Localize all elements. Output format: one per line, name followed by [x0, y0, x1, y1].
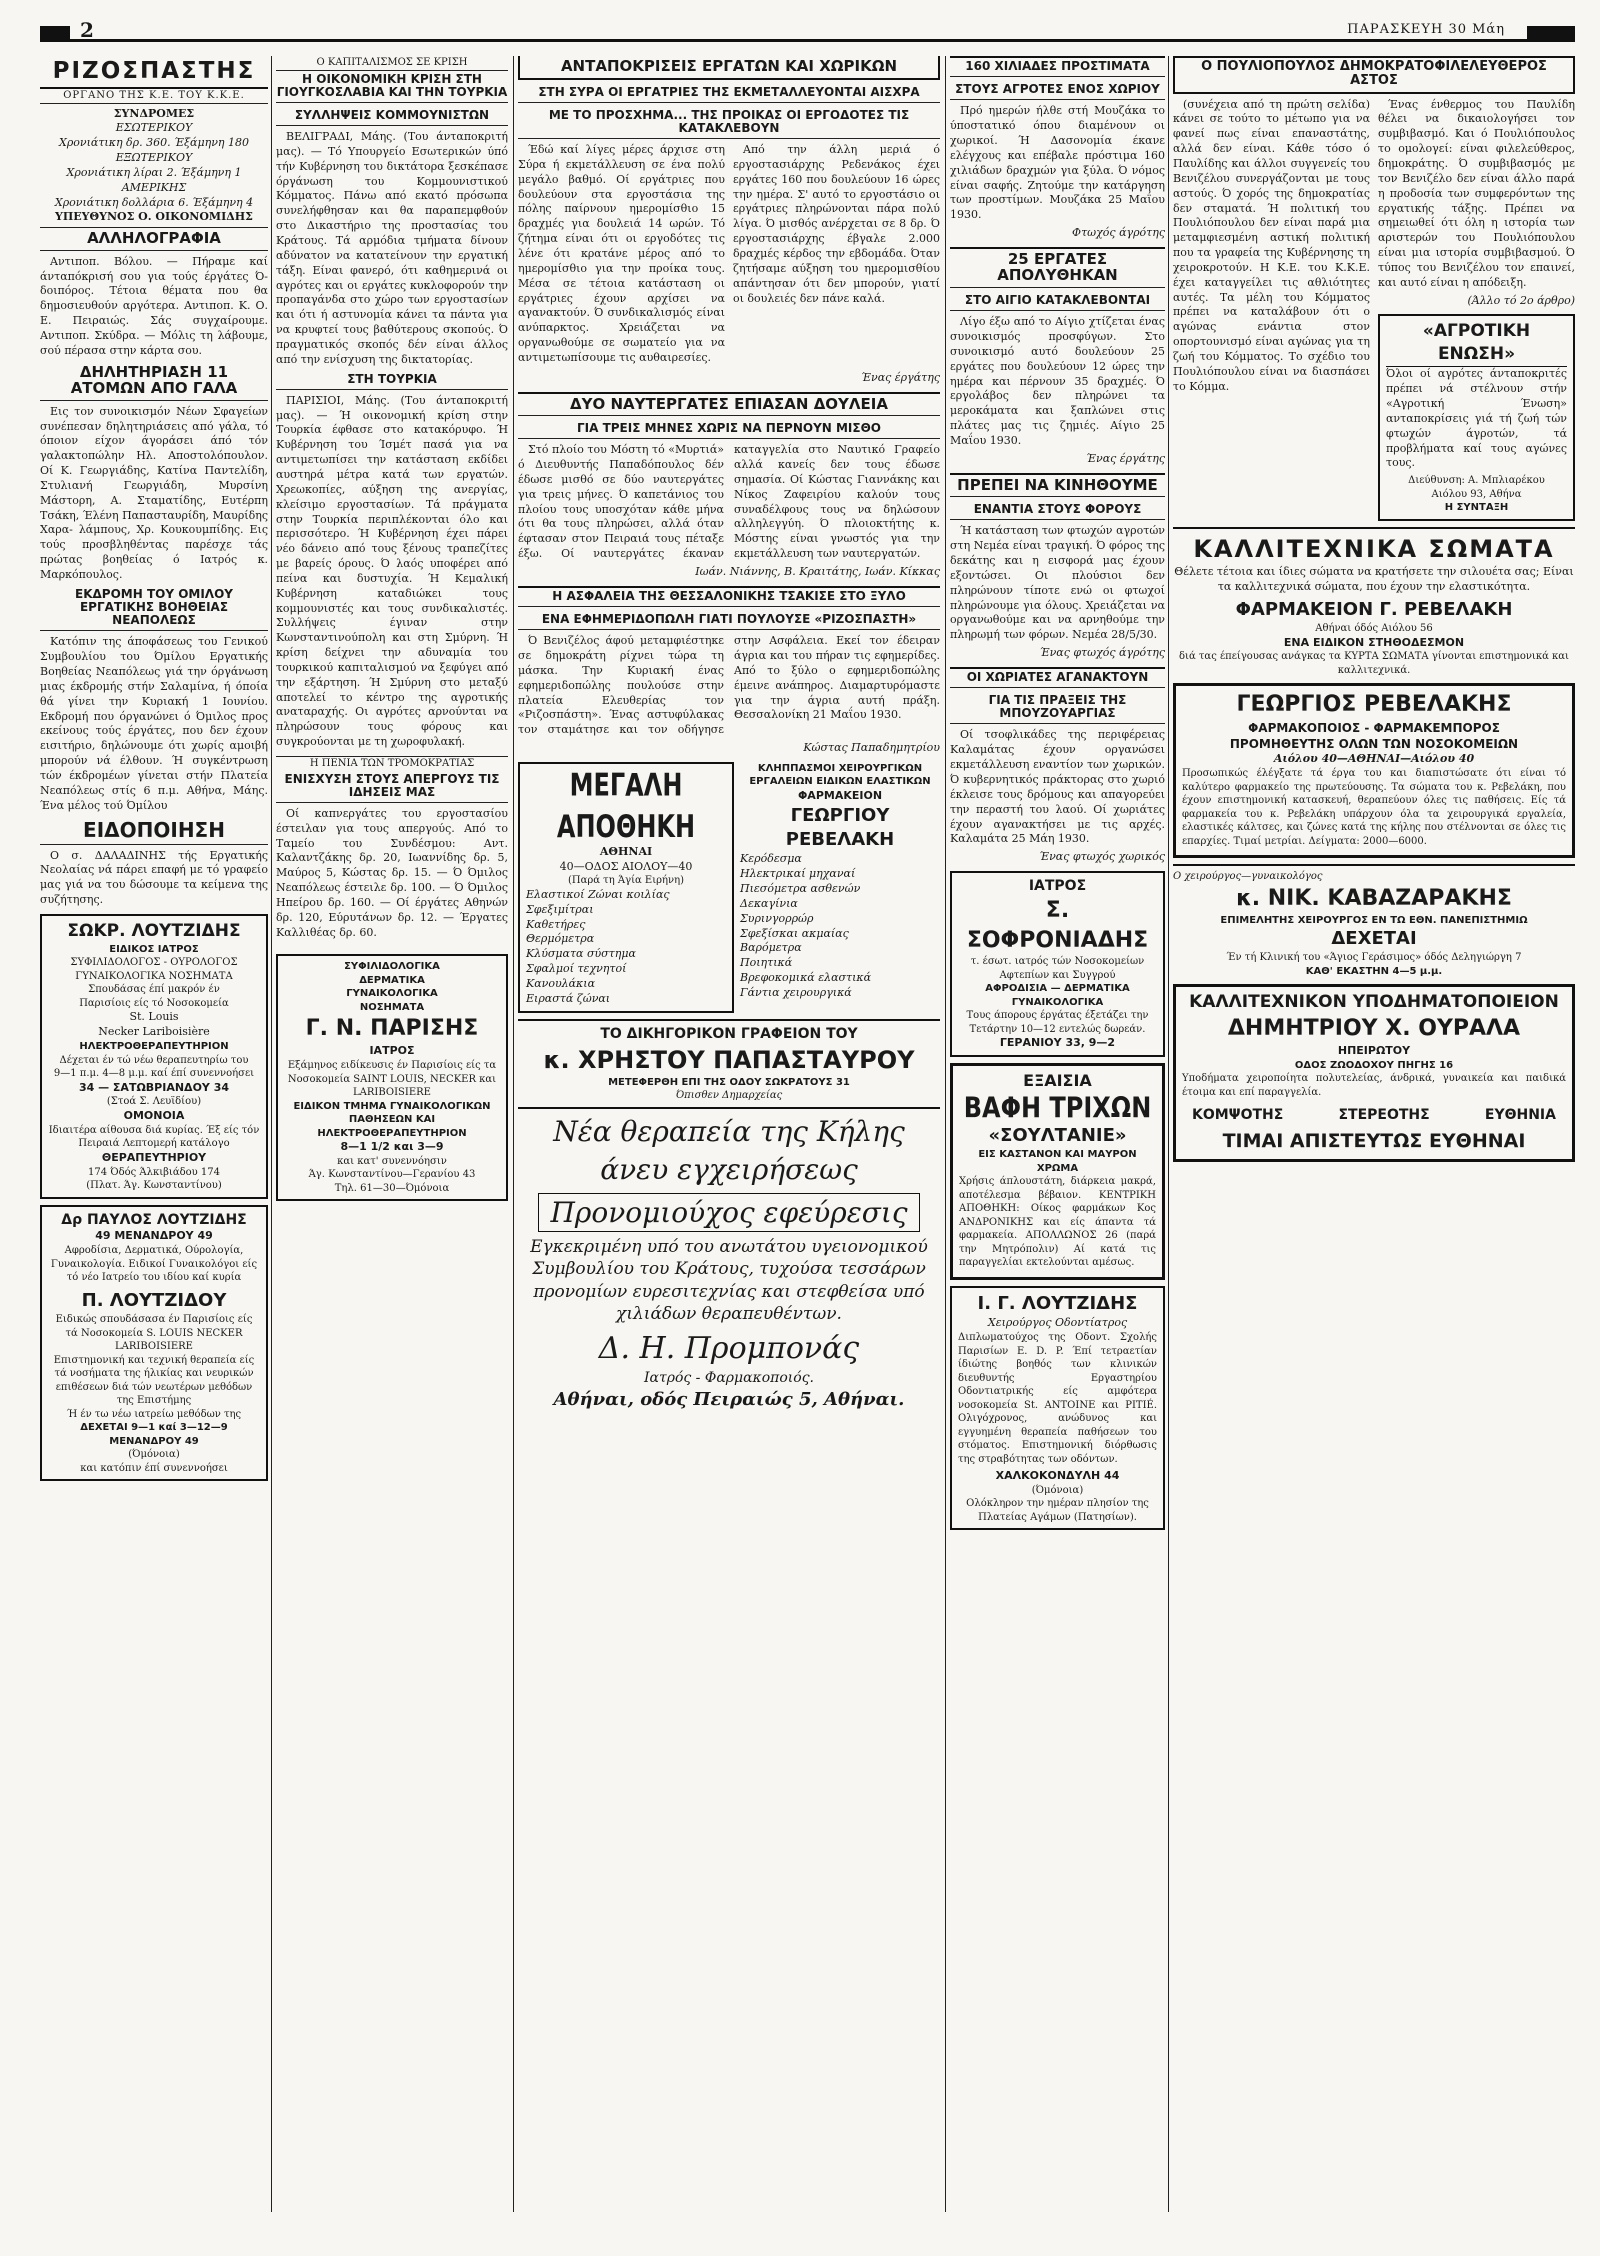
ad-line: Έν τή Κλινική του «Άγιος Γεράσιμος» όδός Δεληγιώργη 7 — [1226, 952, 1522, 964]
masthead-subtitle: ΟΡΓΑΝΟ ΤΗΣ Κ.Ε. ΤΟΥ Κ.Κ.Ε. — [40, 89, 268, 104]
ad-name: Σ. ΣΟΦΡΟΝΙΑΔΗΣ — [966, 897, 1149, 953]
ad-line: Τηλ. 61—30—Όμόνοια — [334, 1182, 450, 1194]
ad-name: κ. ΧΡΗΣΤΟΥ ΠΑΠΑΣΤΑΥΡΟΥ — [543, 1045, 915, 1074]
ad-line: Ο χειρούργος—γυναικολόγος — [1173, 871, 1323, 883]
ad-text: Υποδήματα χειροποίητα πολυτελείας, άνδρικά, γυναικεία και παιδικά έτοιμα και επί παραγγελία. — [1182, 1073, 1566, 1098]
ad-line: Όπισθεν Δημαρχείας — [675, 1090, 783, 1102]
ad-line: ΦΑΡΜΑΚΟΠΟΙΟΣ - ΦΑΡΜΑΚΕΜΠΟΡΟΣ — [1248, 721, 1500, 736]
ad-line: Σπουδάσας έπί μακρόν έν — [88, 984, 220, 996]
article-subtitle: ΓΙΑ ΤΙΣ ΠΡΑΞΕΙΣ ΤΗΣ ΜΠΟΥΖΟΥΑΡΓΙΑΣ — [950, 692, 1165, 724]
section-label: Η ΠΕΝΙΑ ΤΩΝ ΤΡΟΜΟΚΡΑΤΙΑΣ — [276, 756, 508, 771]
ad-line: ΔΕΧΕΤΑΙ 9—1 καί 3—12—9 — [80, 1422, 228, 1434]
ad-line: Ή έν τω νέω ιατρείω μεθόδων της — [66, 1408, 242, 1420]
correspondence-text: Αντιποπ. Βόλου. — Πήραμε καί άνταπόκρισή σου για τούς έργάτες Ό- δοιπόρος. Τέτοια θέματα που θα δημοσιευθούν αργότερα. Αντιποπ. Κ. Ο. Ε. Πειραιώς. Σάς συγχαίρουμε. Αντιποπ. Σκύδρα. — Μόλις τη λάβουμε, σού πέρασα στην κάρτα σου. — [40, 254, 268, 357]
article-text: Από την άλλη μεριά ό εργοστασιάρχης Ρεδενάκος έχει εργάτες 160 που δουλεύουν 16 ώρες την ημέρα. Σ' αυτό το εργοστάσιο οι εργάτριες πληρώνονται πάρα πολύ λίγα. Ό μισθός ανέρχεται σε 8 δρ. Ό εργοστασιάρχης έβγαλε 2.000 δραχμές κέρδος την εβδομάδα. Όταν ζητήσαμε αύξηση του ημερομισθίου απάντησαν ότι δεν μπορούν, γιατί οι δουλειές δεν πάνε καλά. — [733, 143, 940, 305]
ad-name: ΔΗΜΗΤΡΙΟΥ Χ. ΟΥΡΑΛΑ — [1227, 1016, 1521, 1042]
article-title: ΕΚΔΡΟΜΗ ΤΟΥ ΟΜΙΛΟΥ ΕΡΓΑΤΙΚΗΣ ΒΟΗΘΕΙΑΣ ΝΕΑΠΟΛΕΩΣ — [40, 586, 268, 632]
ad-line: ΤΟ ΔΙΚΗΓΟΡΙΚΟΝ ΓΡΑΦΕΙΟΝ ΤΟΥ — [600, 1025, 858, 1042]
ad-line: ΓΥΝΑΙΚΟΛΟΓΙΚΑ ΝΟΣΗΜΑΤΑ — [75, 970, 233, 982]
ad-line: ΣΥΦΙΛΙΔΟΛΟΓΙΚΑ — [344, 961, 440, 973]
two-column-text — [1173, 98, 1575, 527]
article-signature: Κώστας Παπαδημητρίου — [803, 741, 940, 755]
ad-text: Όλοι οί αγρότες άνταποκριτές πρέπει νά στέλνουν στήν «Αγροτική Ένωση» ανταποκρίσεις γιά τή ζωή τών φτωχών άγροτών, τά προβλήματα καί τους αγώνες τους. — [1386, 367, 1567, 470]
article-text: Ή κατάσταση των φτωχών αγροτών στη Νεμέα είναι τραγική. Ό φόρος της δεκάτης και η εισφορά μας έχουν εξοντώσει. Οι πλούσιοι δεν πληρώνουν τίποτε ενώ οι φτωχοί πληρώνουμε για όλους. Χρειάζεται να οργανωθούμε και να αρνηθούμε την πληρωμή των φόρων. Νεμέα 28/5/30. — [950, 524, 1165, 642]
column-rule — [945, 56, 946, 2212]
ad-text: Χρήσις άπλουστάτη, διάρκεια μακρά, αποτέλεσμα βέβαιον. ΚΕΝΤΡΙΚΗ ΑΠΟΘΗΚΗ: Οίκος φαρμάκων Κος ΑΝΔΡΟΝΙΚΗΣ και είς άπαντα τά φαρμακεία. ΑΠΟΛΛΩΝΟΣ 26 (παρά την Μητρόπολιν) Αί κατά τις παραγγελίαι εκτελούνται αμέσως. — [959, 1176, 1156, 1269]
store-item: Βαρόμετρα — [740, 941, 802, 955]
article-text: Οί τσοφλικάδες της περιφέρειας Καλαμάτας έχουν οργανώσει εκμετάλλευση εναντίον των χωρικών. Ό κυβερνητικός πράκτορας στο χωριό έκλεισε τους δρόμους και απαγορεύει την περαστή του λαού. Οί χωριάτες έχουν αγανακτήσει με τις αρχές. Καλαμάτα 25 Μάη 1930. — [950, 728, 1165, 846]
ad-line: Επιστημονική και τεχνική θεραπεία είς τά νοσήματα της ήλικίας και νευρικών επιθέσεων διά τών νεωτέρων μεθόδων της Επιστήμης — [53, 1354, 255, 1407]
section-label: Ο ΚΑΠΙΤΑΛΙΣΜΟΣ ΣΕ ΚΡΙΣΗ — [276, 56, 508, 71]
ad-line: Τους άπορους έργάτας έξετάζει την Τετάρτην 10—12 εντελώς δωρεάν. — [966, 1010, 1149, 1035]
ad-line: Άγ. Κωνσταντίνου—Γερανίου 43 — [308, 1169, 476, 1181]
ad-line: ΑΦΡΟΔΙΣΙΑ — ΔΕΡΜΑΤΙΚΑ — [985, 983, 1130, 995]
ad-line: Η ΣΥΝΤΑΞΗ — [1444, 502, 1509, 514]
surgeon-ad — [1173, 864, 1575, 978]
store-item: Ποιητικά — [740, 956, 793, 970]
ad-line: (Στοά Σ. Λευϊδίου) — [106, 1096, 202, 1108]
page-header — [40, 18, 1575, 42]
ad-name: Δ. Η. Προμπονάς — [598, 1330, 860, 1366]
subscription-line: Χρονιάτικη δολλάρια 6. Έξάμηνη 4 — [54, 195, 254, 209]
shoemaker-ad — [1173, 984, 1575, 1162]
correspondence-title: ΑΛΛΗΛΟΓΡΑΦΙΑ — [40, 228, 268, 251]
article-text: Κατόπιν της άποφάσεως του Γενικού Συμβουλίου του Όμίλου Εργατικής Βοηθείας Νεαπόλεως γιά την όργάνωση μιας έκδρομής στήν Σαλαμίνα, ή όποία θά γίνει την Κυριακή 1 Ιουνίου. Εκδρομή που όργανώνει ό Όμιλος προς εκείνους τούς έργάτες, που δεν έχουν εισιτήριο, δηλώνουμε ότι χωρίς αμοιβή μπορούν νά έλθουν. Ή συγκέντρωση τών έκδρομέων γίνεται στήν Πλατεία Νεαπόλεως στίς 6 π.μ. Αθήνα, Μάης. Ένα μέλος τού Όμίλου — [40, 635, 268, 812]
ad-line: Εξάμηνος ειδίκευσις έν Παρισίοις είς τα Νοσοκομεία SAINT LOUIS, NECKER και LARIBOISIERE — [287, 1060, 497, 1098]
ad-text: Θέλετε τέτοια και ίδιες σώματα να κρατήσετε την σιλουέτα σας; Είναι τα καλλιτεχνικά σώματα, που έχουν την ελαστικότητα. — [1174, 565, 1574, 593]
ad-line: ΗΛΕΚΤΡΟΘΕΡΑΠΕΥΤΗΡΙΟΝ — [79, 1041, 229, 1053]
article-text: Εις τον συνοικισμόν Νέων Σφαγείων συνέπεσαν δηλητηριάσεις από γάλα, τό όποιον είχον άγοράσει άπό τόν γαλακτοπώλην Ηλ. Αποστολόπουλον. Οί Κ. Γεωργιάδης, Κατίνα Παντελίδη, Στυλιανή Γεωργιάδη, Μυρσίνη Μάστορη, Α. Σταματίδης, Ευτέρπη Τσάκη, Έλένη Παπασταυρίδη, Μαυρίδης Χαρα- λάμπους, Χρ. Κουκουμπίδης. Εις τούς προσβληθέντας παρέσχε τάς πρώτας βοηθείας ό Ιατρός κ. Μαρκόπουλος. — [40, 404, 268, 581]
ad-line: Αθήναι όδός Αιόλου 56 — [1315, 623, 1433, 635]
ad-line: ΙΑΤΡΟΣ — [369, 1044, 415, 1058]
ad-line: Αφροδίσια, Δερματικά, Ούρολογία, Γυναικολογία. Ειδικοί Γυναικολόγοι είς τό νέο Ιατρείο του ιδίου καί κυρία — [50, 1245, 258, 1284]
article-signature: Ένας φτωχός άγρότης — [1039, 646, 1165, 660]
ad-line: ΑΘΗΝΑΙ — [599, 844, 653, 858]
pharmacist-ad — [1173, 683, 1575, 858]
article-text: Στό πλοίο του Μόστη τό «Μυρτιά» ό Διευθυντής Παπαδόπουλος δέν έδωσε μισθό σε δύο ναυτεργάτες για τρεις μήνες. Ό καπετάνιος του πλοίου τους υποσχόταν κάθε μήνα ότι θα τους πληρώσει, αλλά όταν έφτασαν στον Πειραιά τους πέταξε έξω. Οί ναυτεργάτες έκαναν καταγγελία στο Ναυτικό Γραφείο αλλά κανείς δεν τους έδωσε σημασία. Οί Κώστας Γιαννάκης και Νίκος Ζαφειρίου καλούν τους συναδέλφους τους να δηλώσουν αλληλεγγύη. Ό πλοιοκτήτης κ. Μόστης είναι γνωστός για την εκμετάλλευση των ναυτεργατών. — [518, 443, 940, 561]
article-text: Πρό ημερών ήλθε στή Μουζάκα το ύποστατικό όπου διαμένουν οι χωρικοί. Ή Δασονομία έκανε ελέγχους και επέβαλε πρόστιμα 160 χιλιάδων δραχμών για ξύλα. Ό νόμος είναι σαφής. Ζητούμε την κατάργηση των προστίμων. Μουζάκα 25 Μαΐου 1930. — [950, 104, 1165, 222]
article-subtitle: ΣΤΗ ΤΟΥΡΚΙΑ — [276, 371, 508, 390]
doctor-ad — [276, 954, 508, 1201]
ad-text: Προσωπικώς έλέγξατε τά έργα του και διαπιστώσατε ότι είναι τό καλύτερο φαρμακείο της πρωτεύουσης. Τα σώματα του κ. Ρεβελάκη, που έχουν επιστημονική κατασκευή, θεραπεύουν όλες τις παθήσεις. Είς τά φαρμακεία του κ. Ρεβελάκη υπάρχουν όλα τα χειρουργικά εργαλεία, ελαστικές κάλτσες, και ζώνες κατά της κήλης που στέλνονται σε όλες τις επαρχίες. Τιμαί μετρίαι. Δείγματα: 2000—6000. — [1182, 768, 1566, 847]
slogan: ΣΤΕΡΕΟΤΗΣ — [1338, 1107, 1430, 1124]
ad-name: Π. ΛΟΥΤΖΙΔΟΥ — [81, 1289, 227, 1311]
ad-line: (Όμόνοια) — [128, 1449, 180, 1461]
ad-name: Δρ ΠΑΥΛΟΣ ΛΟΥΤΖΙΔΗΣ — [61, 1211, 247, 1228]
ad-line: ΕΝΑ ΕΙΔΙΚΟΝ ΣΤΗΘΟΔΕΣΜΟΝ — [1283, 635, 1465, 649]
agrarian-notice — [1378, 314, 1575, 520]
store-item: Ελαστικοί Ζώναι κοιλίας — [526, 887, 670, 901]
ad-name: ΓΕΩΡΓΙΟΥ ΡΕΒΕΛΑΚΗ — [785, 804, 895, 851]
subscription-line: ΑΜΕΡΙΚΗΣ — [121, 180, 187, 194]
column-4 — [950, 56, 1165, 2222]
ad-name: ΒΑΦΗ ΤΡΙΧΩΝ — [963, 1090, 1152, 1125]
subscription-line: Χρονιάτικη δρ. 360. Έξάμηνη 180 — [58, 136, 249, 150]
store-item: Δεκαγίνια — [740, 896, 798, 910]
ad-line: ΧΑΛΚΟΚΟΝΔΥΛΗ 44 — [995, 1469, 1120, 1483]
store-item: Θερμόμετρα — [526, 932, 595, 946]
ad-line: ΕΙΔΙΚΟΝ ΤΜΗΜΑ ΓΥΝΑΙΚΟΛΟΓΙΚΩΝ ΠΑΘΗΣΕΩΝ ΚΑΙ ΗΛΕΚΤΡΟΘΕΡΑΠΕΥΤΗΡΙΟΝ — [293, 1100, 491, 1139]
article-subtitle: ΣΤΟΥΣ ΑΓΡΟΤΕΣ ΕΝΟΣ ΧΩΡΙΟΥ — [950, 81, 1165, 100]
store-item: Συρινγορρώρ — [740, 911, 814, 925]
article-subtitle: ΕΝΑ ΕΦΗΜΕΡΙΔΟΠΩΛΗ ΓΙΑΤΙ ΠΟΥΛΟΥΣΕ «ΡΙΖΟΣΠΑΣΤΗ» — [518, 611, 940, 630]
store-item: Σφαλμοί τεχνητοί — [526, 962, 627, 976]
store-item: Κανουλάκια — [526, 977, 595, 990]
store-item: Γάντια χειρουργικά — [740, 986, 852, 999]
ad-line: ΗΠΕΙΡΩΤΟΥ — [1337, 1043, 1411, 1057]
article-signature: Ένας έργάτης — [861, 370, 940, 384]
ad-line: ΚΑΛΛΙΤΕΧΝΙΚΟΝ ΥΠΟΔΗΜΑΤΟΠΟΙΕΙΟΝ — [1189, 992, 1559, 1013]
ad-name: Ι. Γ. ΛΟΥΤΖΙΔΗΣ — [977, 1292, 1138, 1314]
article-title: 25 ΕΡΓΑΤΕΣ ΑΠΟΛΥΘΗΚΑΝ — [950, 247, 1165, 288]
article-title: ΠΡΕΠΕΙ ΝΑ ΚΙΝΗΘΟΥΜΕ — [950, 473, 1165, 498]
hair-dye-ad — [950, 1063, 1165, 1280]
column-2 — [276, 56, 508, 2222]
ad-line: ΟΜΟΝΟΙΑ — [123, 1108, 185, 1122]
column-3 — [518, 56, 940, 2222]
ads-row — [518, 762, 940, 1013]
pharmacy-ad — [740, 762, 940, 1013]
ad-line: 49 ΜΕΝΑΝΔΡΟΥ 49 — [95, 1229, 213, 1243]
ad-line: Ιδιαιτέρα αίθουσα διά κυρίας. Έξ είς τόν Πειραιά Λεπτομερή κατάλογο — [48, 1124, 260, 1150]
ad-line: 34 — ΣΑΤΩΒΡΙΑΝΔΟΥ 34 — [78, 1080, 230, 1094]
ad-line: ΜΕΝΑΝΔΡΟΥ 49 — [109, 1435, 199, 1447]
header-bar-mark-right — [1527, 26, 1575, 39]
article-text: Έδώ καί λίγες μέρες άρχισε στη Σύρα ή εκμετάλλευση σε ένα πολύ μεγάλο βαθμό. Οί εργάτριες που δουλεύουν στα εργοστάσια της πόλης παίρνουν ημερομίσθιο 15 δραχμές για δουλειά 14 ωρών. Τό ζήτημα είναι ότι οι εργοδότες τις λένε ότι κρατάνε μέρος από το ημερομίσθιο για την προίκα τους. Μέσα σε τέτοια κατάσταση οι εργάτριες έχουν αρχίσει να αγανακτούν. Ό συνδικαλισμός είναι ανύπαρκτος. Χρειάζεται να οργανωθούμε σε σωματείο για να αντιμετωπίσουμε τις αυθαιρεσίες. — [518, 143, 725, 364]
column-1 — [40, 56, 268, 2222]
article-text: Ό Βενιζέλος άφού μεταμφιέστηκε σε δημοκράτη ρίχνει τώρα τη μάσκα. Την Κυριακή ένας εφημεριδοπώλης πουλούσε στην πλατεία Ελευθερίας τον «Ριζοσπάστη». Ένας αστυφύλακας τον σταμάτησε και τον οδήγησε στην Ασφάλεια. Εκεί τον έδειραν άγρια και του πήραν τις εφημερίδες. Από το ξύλο ο εφημεριδοπώλης έμεινε ανάπηρος. Διαμαρτυρόμαστε για την άγρια αυτή πράξη. Θεσσαλονίκη 21 Μαΐου 1930. — [518, 634, 940, 737]
ad-line: ΔΕΧΕΤΑΙ — [1331, 928, 1417, 949]
article-text: Ένας ένθερμος του Παυλίδη θέλει να δικαιολογήσει τον συμβιβασμό. Και ό Πουλιόπουλος το ομολογεί: είναι φιλελεύθερος, δημοκράτης. Ό συμβιβασμός με τον Βενιζέλο δεν είναι άλλο παρά η προδοσία των συμφερόντων της εργατικής τάξης. Πρέπει να σημειωθεί ότι όλη η ιστορία των αριστερών του Πουλιόπουλου είναι μια ιστορία συμβιβασμού. Ό τύπος του Βενιζέλου τον επαινεί, και αυτό είναι η απόδειξη. — [1378, 97, 1575, 289]
ad-name: ΓΕΩΡΓΙΟΣ ΡΕΒΕΛΑΚΗΣ — [1236, 692, 1512, 718]
ad-line: ΕΙΔΙΚΟΣ ΙΑΤΡΟΣ — [109, 943, 199, 955]
ad-name: «ΑΓΡΟΤΙΚΗ ΕΝΩΣΗ» — [1386, 320, 1567, 367]
ad-line: Αιόλου 93, Αθήνα — [1431, 488, 1522, 500]
subscription-line: Χρονιάτικη λίραι 2. Έξάμηνη 1 — [66, 165, 242, 179]
column-5 — [1173, 56, 1575, 2222]
ad-line: Διεύθυνση: Α. Μπλιαρέκου — [1408, 475, 1545, 487]
ad-line: 8—1 1/2 και 3—9 — [340, 1140, 444, 1153]
ad-line: ΟΔΟΣ ΖΩΟΔΟΧΟΥ ΠΗΓΗΣ 16 — [1294, 1059, 1454, 1071]
ad-line: St. Louis — [129, 1010, 179, 1024]
subscription-line: ΕΞΩΤΕΡΙΚΟΥ — [115, 151, 193, 165]
ad-line: και κατ' συνεννόησιν — [337, 1155, 447, 1167]
ad-line: ΔΕΡΜΑΤΙΚΑ — [359, 974, 425, 986]
doctor-ad — [950, 871, 1165, 1057]
ad-line: ΣΥΦΙΛΙΔΟΛΟΓΟΣ - ΟΥΡΟΛΟΓΟΣ — [70, 957, 238, 969]
article-title: ΔΥΟ ΝΑΥΤΕΡΓΑΤΕΣ ΕΠΙΑΣΑΝ ΔΟΥΛΕΙΑ — [518, 392, 940, 417]
slogan-row — [1182, 1102, 1566, 1129]
ad-line: ΠΡΟΜΗΘΕΥΤΗΣ ΟΛΩΝ ΤΩΝ ΝΟΣΟΚΟΜΕΙΩΝ — [1229, 737, 1519, 752]
ad-headline: Νέα θεραπεία της Κήλης — [553, 1114, 905, 1148]
article-title: 160 ΧΙΛΙΑΔΕΣ ΠΡΟΣΤΙΜΑΤΑ — [950, 56, 1165, 77]
article-column — [1378, 98, 1575, 527]
store-item: Ηλεκτρικαί μηχαναί — [740, 867, 856, 881]
article-title: ΟΙ ΧΩΡΙΑΤΕΣ ΑΓΑΝΑΚΤΟΥΝ — [950, 667, 1165, 688]
ad-line: ΦΑΡΜΑΚΕΙΟΝ — [797, 788, 883, 802]
page-number: 2 — [80, 18, 94, 42]
article-title: Η ΑΣΦΑΛΕΙΑ ΤΗΣ ΘΕΣΣΑΛΟΝΙΚΗΣ ΤΣΑΚΙΣΕ ΣΤΟ ΞΥΛΟ — [518, 586, 940, 607]
column-rule — [513, 56, 514, 2212]
masthead: ΡΙΖΟΣΠΑΣΤΗΣ — [40, 56, 268, 89]
store-item: Πιεσόμετρα ασθενών — [740, 882, 861, 896]
article-signature: Φτωχός άγρότης — [1072, 226, 1165, 240]
ad-line: 174 Όδός Άλκιβιάδου 174 — [87, 1166, 220, 1178]
newspaper-page — [40, 18, 1575, 2222]
ad-line: Αθήναι, οδός Πειραιώς 5, Αθήναι. — [553, 1389, 905, 1411]
ad-line: ΓΥΝΑΙΚΟΛΟΓΙΚΑ — [346, 988, 438, 1000]
ad-line: Ολόκληρον την ημέραν πλησίον της Πλατείας Αγάμων (Πατησίων). — [966, 1498, 1149, 1523]
article-subtitle: ΣΤΟ ΑΙΓΙΟ ΚΑΤΑΚΛΕΒΟΝΤΑΙ — [950, 292, 1165, 311]
ad-line: Necker Lariboisière — [98, 1025, 210, 1039]
ad-line: ΤΙΜΑΙ ΑΠΙΣΤΕΥΤΩΣ ΕΥΘΗΝΑΙ — [1222, 1130, 1526, 1153]
store-item: Σφεξίσκαι ακμαίας — [740, 926, 849, 940]
article-signature: Ένας φτωχός χωρικός — [1039, 850, 1165, 864]
ad-line: ΙΑΤΡΟΣ — [1028, 878, 1087, 895]
ad-line: ΘΕΡΑΠΕΥΤΗΡΙΟΥ — [101, 1150, 207, 1164]
ad-headline: Προνομιούχος εφεύρεσις — [538, 1193, 920, 1233]
doctor-ad — [40, 1205, 268, 1482]
store-item: Καθετήρες — [526, 917, 586, 931]
ad-line: ΕΙΣ ΚΑΣΤΑΝΟΝ ΚΑΙ ΜΑΥΡΟΝ ΧΡΩΜΑ — [978, 1149, 1137, 1174]
store-item: Κερόδεσμα — [740, 852, 802, 866]
ad-line: (Όμόνοια) — [1031, 1484, 1084, 1496]
ad-line: τ. έσωτ. ιατρός τών Νοσοκομείων Αφτεπίων και Συγγρού — [970, 956, 1145, 981]
article-signature: Ένας έργάτης — [1086, 451, 1165, 465]
ad-line: διά τας έπείγουσας ανάγκας τα ΚΥΡΤΑ ΣΩΜΑΤΑ γίνονται επιστημονικά και καλλιτεχνικά. — [1179, 651, 1569, 676]
ad-line: ΚΛΗΠΠΑΣΜΟΙ ΧΕΙΡΟΥΡΓΙΚΩΝ ΕΡΓΑΛΕΙΩΝ ΕΙΔΙΚΩΝ ΕΛΑΣΤΙΚΩΝ — [749, 762, 931, 788]
ad-line: «ΣΟΥΛΤΑΝΙΕ» — [988, 1125, 1127, 1147]
article-signature: Ιωάν. Νιάννης, Β. Κραιτάτης, Ιωάν. Κίκκας — [695, 565, 940, 578]
article-text: Οί καπνεργάτες του εργοστασίου έστειλαν για τους απεργούς. Από το Ταμείο του Συνδέσμου: Αντ. Καλαντζάκης δρ. 20, Ιωαννίδης δρ. 5, Μαύρος 5, Κώστας δρ. 15. — Ό Όμιλος Νεαπόλεως έστειλε δρ. 100. — Ό Όμιλος Ηπείρου δρ. 160. — Οί έργάτες Αθηνών δρ. 120, Εύρυτάνων δρ. 12. — Έργατες Καλλιθέας δρ. 60. — [276, 806, 508, 939]
ad-name: ΜΕΓΑΛΗ ΑΠΟΘΗΚΗ — [556, 766, 696, 846]
ad-line: ΜΕΤΕΦΕΡΘΗ ΕΠΙ ΤΗΣ ΟΔΟΥ ΣΩΚΡΑΤΟΥΣ 31 — [608, 1076, 850, 1088]
ad-text: Διπλωματούχος της Οδοντ. Σχολής Παρισίων E. D. P. Έπί τετραετίαν ίδιώτης βοηθός των κλινικών διευθυντής Εργαστηρίου Οδοντιατρικής είς αμφότερα νοσοκομεία St. ANTOINE και PITIÉ. Ολιγόχρονος, ανώδυνος και εγγυημένη θεραπεία παθήσεων του στόματος. Επιστημονική διόρθωσις της στραβότητας των οδόντων. — [958, 1332, 1157, 1465]
notice-title: ΕΙΔΟΠΟΙΗΣΗ — [40, 817, 268, 845]
column-rule — [1168, 56, 1169, 2212]
section-title: Ο ΠΟΥΛΙΟΠΟΥΛΟΣ ΔΗΜΟΚΡΑΤΟΦΙΛΕΛΕΥΘΕΡΟΣ ΑΣΤΟΣ — [1173, 56, 1575, 94]
ad-name: κ. ΝΙΚ. ΚΑΒΑΖΑΡΑΚΗΣ — [1236, 885, 1512, 911]
store-item: Σφεξιμίτραι — [526, 902, 594, 916]
dentist-ad — [950, 1286, 1165, 1530]
store-item: Κλύσματα σύστημα — [526, 947, 636, 961]
slogan: ΕΥΘΗΝΙΑ — [1484, 1107, 1556, 1124]
ad-line: (Παρά τη Άγία Ειρήνη) — [567, 875, 684, 887]
article-subtitle: ΣΥΛΛΗΨΕΙΣ ΚΟΜΜΟΥΝΙΣΤΩΝ — [276, 107, 508, 126]
article-title: ΔΗΛΗΤΗΡΙΑΣΗ 11 ΑΤΟΜΩΝ ΑΠΟ ΓΑΛΑ — [40, 362, 268, 401]
ad-line: Αιόλου 40—ΑΘΗΝΑΙ—Αιόλου 40 — [1273, 752, 1475, 766]
ad-line: 40—ΟΔΟΣ ΑΙΟΛΟΥ—40 — [559, 859, 693, 873]
ad-name: ΚΑΛΛΙΤΕΧΝΙΚΑ ΣΩΜΑΤΑ — [1193, 534, 1555, 563]
ad-line: ΦΑΡΜΑΚΕΙΟΝ Γ. ΡΕΒΕΛΑΚΗ — [1235, 598, 1513, 620]
two-column-text — [518, 143, 940, 369]
section-title: ΑΝΤΑΠΟΚΡΙΣΕΙΣ ΕΡΓΑΤΩΝ ΚΑΙ ΧΩΡΙΚΩΝ — [518, 56, 940, 80]
article-text: Λίγο έξω από το Αίγιο χτίζεται ένας συνοικισμός προσφύγων. Στο συνοικισμό αυτό δουλεύουν 25 εργάτες που δουλεύουν 12 ώρες την ημέρα και πέρνουν 35 δραχμές. Ό εργολάβος δεν πληρώνει τα μεροκάματα και ξαπλώνει στις πλάτες μας τις ζημιές. Αίγιο 25 Μαΐου 1930. — [950, 315, 1165, 447]
header-bar-mark — [40, 26, 70, 39]
article-title: ΕΝΙΣΧΥΣΗ ΣΤΟΥΣ ΑΠΕΡΓΟΥΣ ΤΙΣ ΙΔΗΣΕΙΣ ΜΑΣ — [276, 771, 508, 803]
law-office-ad — [518, 1019, 940, 1103]
ad-line: και κατόπιν έπί συνεννοήσει — [80, 1462, 228, 1474]
director: ΥΠΕΥΘΥΝΟΣ Ο. ΟΙΚΟΝΟΜΙΔΗΣ — [40, 210, 268, 228]
notice-text: Ο σ. ΔΑΛΑΔΙΝΗΣ τής Εργατικής Νεολαίας νά πάρει επαφή με τό γραφείο μας γιά να του δώσουμε τα κείμενα της συζήτησης. — [40, 848, 268, 907]
ad-line: ΝΟΣΗΜΑΤΑ — [359, 1001, 425, 1013]
subscriptions-title: ΣΥΝΔΡΟΜΕΣ — [113, 106, 195, 120]
article-subtitle: ΜΕ ΤΟ ΠΡΟΣΧΗΜΑ... ΤΗΣ ΠΡΟΙΚΑΣ ΟΙ ΕΡΓΟΔΟΤΕΣ ΤΙΣ ΚΑΤΑΚΛΕΒΟΥΝ — [518, 107, 940, 139]
ad-line: 9—1 π.μ. 4—8 μ.μ. καί έπί συνεννοήσει — [53, 1068, 255, 1080]
ad-text: Εγκεκριμένη υπό του ανωτάτου υγειονομικού Συμβουλίου του Κράτους, τυχούσα τεσσάρων προνομίων ευρεσιτεχνίας και στεφθείσα υπό χιλιάδων θεραπευθέντων. — [530, 1237, 928, 1324]
subscription-line: ΕΣΩΤΕΡΙΚΟΥ — [115, 121, 193, 135]
store-item: Βρεφοκομικά ελαστικά — [740, 971, 872, 985]
ad-name: Γ. Ν. ΠΑΡΙΣΗΣ — [305, 1016, 479, 1042]
article-text: ΒΕΛΙΓΡΑΔΙ, Μάης. (Του άνταποκριτή μας). — Τό Υπουργείο Εσωτερικών ύπό τήν Κυβέρνηση του δικτάτορα ξεσκέπασε όργάνωση του Κομμουνιστικού Κόμματος. Πάνω από εκατό πρόσωπα συνελήφθησαν και θα παραπεμφθούν στο Δικαστήριο της προστασίας του Κράτους. Τά αρμόδια τμήματα δίνουν αδύνατον να κατατείνουν την εργατική τάξη. Είναι φανερό, ότι καθημερινά οι αγρότες και οι εργάτες κυκλοφορούν την προπαγάνδα στο χώρο των εργοστασίων και ότι ή αστυνομία κάνει τα πάντα για να κρυφτεί τους βαθύτερους σκοπούς. Ό πραγματικός σκοπός δέν είναι άλλος από την ενίσχυση της δικτατορίας. — [276, 130, 508, 366]
article-text: (συνέχεια από τη πρώτη σελίδα) κάνει σε τούτο το μέτωπο για να φανεί πως είναι επαναστάτης, αλλά δεν είναι. Κάθε τόσο ό Παυλίδης και άλλοι συγγενείς του Βενιζέλου συνεργάζονται με τους αστούς. Ό χορός της δημοκρατίας δεν σταματά. Ή πολιτική του Πουλιόπουλου δεν είναι παρά μια μεταμφιεσμένη αστική πολιτική που τα γραφεία της Κυβέρνησης τη χειροκροτούν. Η Κ.Ε. του Κ.Κ.Ε. έχει καταγγείλει τις αθλιότητες αυτές. Τα μέλη του Κόμματος πρέπει να καταλάβουν ότι ο αγώνας ενάντια στον οπορτουνισμό είναι αγώνας για τη ζωή του Κόμματος. Το σχέδιο του Πουλιόπουλου είναι να διασπάσει το Κόμμα. — [1173, 97, 1370, 393]
ad-line: ΕΠΙΜΕΛΗΤΗΣ ΧΕΙΡΟΥΡΓΟΣ ΕΝ ΤΩ ΕΘΝ. ΠΑΝΕΠΙΣΤΗΜΙΩ — [1220, 914, 1528, 926]
ad-name: ΣΩΚΡ. ΛΟΥΤΖΙΔΗΣ — [67, 920, 241, 941]
ad-line: Χειρούργος Οδοντίατρος — [987, 1316, 1128, 1330]
store-item: Ειραστά ζώναι — [526, 991, 611, 1005]
article-title: ΣΤΗ ΣΥΡΑ ΟΙ ΕΡΓΑΤΡΙΕΣ ΤΗΣ ΕΚΜΕΤΑΛΛΕΥΟΝΤΑΙ ΑΙΣΧΡΑ — [518, 84, 940, 103]
slogan: ΚΟΜΨΟΤΗΣ — [1192, 1107, 1284, 1124]
hernia-cure-ad — [518, 1107, 940, 1412]
article-continuation: (Άλλο τό 2ο άρθρο) — [1467, 293, 1575, 307]
ad-line: Παρισίοις είς τό Νοσοκομεία — [79, 997, 229, 1009]
ad-headline: άνευ εγχειρήσεως — [600, 1152, 858, 1186]
store-ad — [518, 762, 734, 1013]
doctor-ad — [40, 914, 268, 1199]
ad-line: ΓΥΝΑΙΚΟΛΟΓΙΚΑ — [1011, 996, 1104, 1008]
article-title: Η ΟΙΚΟΝΟΜΙΚΗ ΚΡΙΣΗ ΣΤΗ ΓΙΟΥΓΚΟΣΛΑΒΙΑ ΚΑΙ ΤΗΝ ΤΟΥΡΚΙΑ — [276, 71, 508, 103]
article-subtitle: ΓΙΑ ΤΡΕΙΣ ΜΗΝΕΣ ΧΩΡΙΣ ΝΑ ΠΕΡΝΟΥΝ ΜΙΣΘΟ — [518, 420, 940, 439]
ad-line: ΓΕΡΑΝΙΟΥ 33, 9—2 — [999, 1036, 1116, 1050]
article-text: ΠΑΡΙΣΙΟΙ, Μάης. (Του άνταποκριτή μας). — Ή οικονομική κρίση στην Τουρκία έφθασε στο κατακόρυφο. Ή Κυβέρνηση του Ίσμέτ πασά για να αντιμετωπίσει την κατάσταση εκδίδει αυστηρά μέτρα κατά των εργατών. Χρεωκοπίες, αύξηση της ανεργίας, κλείσιμο εργοστασίων. Τά πράγματα στην Τουρκία περιπλέκονται όλο και περισσότερο. Ή Κυβέρνηση έχει πάρει νέο δάνειο από τους ξένους τραπεζίτες με βαρείς όρους. Ό λαός υποφέρει από πείνα και δυστυχία. Ή Κεμαλική Κυβέρνηση καταδιώκει τους κομμουνιστές και τους συνδικαλιστές. Συλλήψεις έγιναν στην Κωνσταντινούπολη και στη Σμύρνη. Ή κρίση δείχνει την αδυναμία του τουρκικού καπιταλισμού να ξεφύγει από την εξάρτηση. Ή Σμύρνη στο μεταξύ αποτελεί το κέντρο της αγροτικής αναταραχής. Οι αγρότες αρνούνται να πληρώσουν τους φόρους και συγκρούονται με τη χωροφυλακή. — [276, 393, 508, 749]
article-subtitle: ΕΝΑΝΤΙΑ ΣΤΟΥΣ ΦΟΡΟΥΣ — [950, 501, 1165, 520]
column-rule — [271, 56, 272, 2212]
ad-line: Ειδικώς σπουδάσασα έν Παρισίοις είς τά Νοσοκομεία S. LOUIS NECKER LARIBOISIERE — [55, 1314, 253, 1353]
page-date: ΠΑΡΑΣΚΕΥΗ 30 Μάη — [1347, 22, 1505, 37]
ad-line: Ιατρός - Φαρμακοποιός. — [643, 1370, 815, 1387]
ad-line: (Πλατ. Άγ. Κωνσταντίνου) — [86, 1180, 222, 1192]
corsets-ad — [1173, 527, 1575, 678]
ad-line: ΚΑΘ' ΕΚΑΣΤΗΝ 4—5 μ.μ. — [1305, 965, 1443, 977]
ad-line: ΕΞΑΙΣΙΑ — [1023, 1071, 1092, 1091]
ad-line: Δέχεται έν τώ νέω θεραπευτηρίω του — [59, 1054, 249, 1066]
